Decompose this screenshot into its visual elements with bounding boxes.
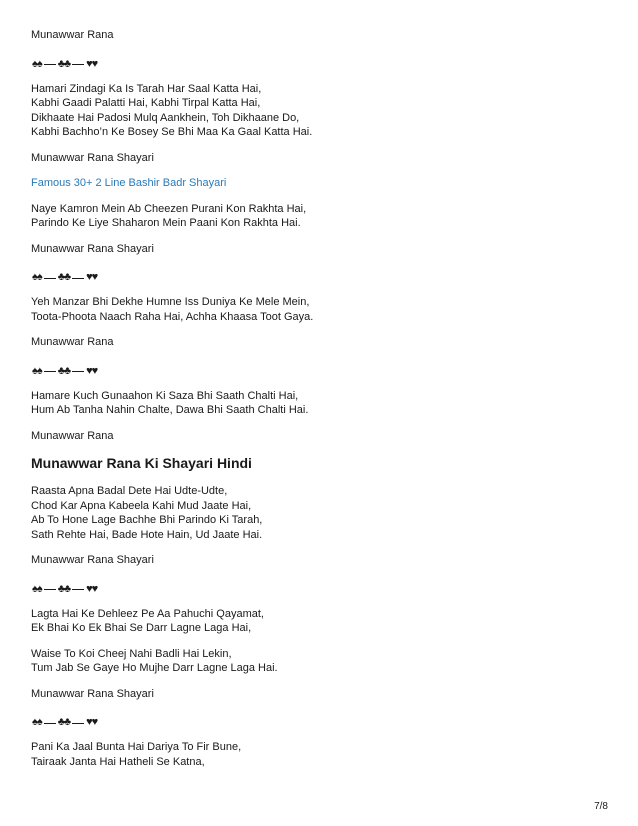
text-line: Kabhi Gaadi Palatti Hai, Kabhi Tirpal Katta Hai, [31, 97, 261, 109]
divider-rule [44, 371, 56, 372]
text-line: Munawwar Rana Shayari [31, 242, 154, 255]
text-line: Munawwar Rana [31, 336, 114, 348]
verse-stanza [31, 607, 611, 636]
text-line: Hamari Zindagi Ka Is Tarah Har Saal Katta Hai, [31, 82, 262, 95]
club-glyphs: ♣♣ [57, 271, 71, 283]
ornament-divider [31, 715, 98, 729]
caption-line [31, 151, 611, 166]
text-line: Tum Jab Se Gaye Ho Mujhe Darr Lagne Laga Hai. [31, 662, 278, 674]
text-line: Naye Kamron Mein Ab Cheezen Purani Kon Rakhta Hai, [31, 202, 307, 215]
caption-line [31, 242, 611, 257]
text-line: Hamare Kuch Gunaahon Ki Saza Bhi Saath Chalti Hai, [31, 389, 299, 402]
spade-glyphs: ♠♠ [32, 271, 42, 283]
ornament-divider [31, 364, 98, 378]
divider-rule [72, 278, 84, 279]
text-line: Dikhaate Hai Padosi Mulq Aankhein, Toh Dikhaane Do, [31, 111, 300, 124]
divider-rule [72, 723, 84, 724]
club-glyphs: ♣♣ [57, 582, 71, 595]
spade-glyphs: ♠♠ [32, 716, 42, 728]
heart-glyphs: ♥♥ [86, 716, 98, 728]
heart-glyphs: ♥♥ [86, 271, 98, 283]
text-line: Munawwar Rana Shayari [31, 687, 154, 700]
text-line: Hum Ab Tanha Nahin Chalte, Dawa Bhi Saath Chalti Hai. [31, 404, 309, 416]
text-line: Munawwar Rana Ki Shayari Hindi [31, 455, 252, 471]
heart-glyphs: ♥♥ [86, 57, 98, 70]
spade-glyphs: ♠♠ [32, 582, 42, 595]
spade-glyphs: ♠♠ [32, 57, 42, 70]
text-line: Munawwar Rana Shayari [31, 554, 154, 566]
spade-glyphs: ♠♠ [32, 364, 42, 377]
caption-line [31, 429, 611, 444]
divider-rule [44, 64, 56, 65]
ornament-divider [31, 270, 98, 284]
text-line: Parindo Ke Liye Shaharon Mein Paani Kon Rakhta Hai. [31, 217, 301, 229]
divider-rule [44, 589, 56, 590]
divider-rule [44, 278, 56, 279]
text-line: Pani Ka Jaal Bunta Hai Dariya To Fir Bune, [31, 741, 242, 753]
document-page [31, 28, 611, 780]
caption-line [31, 687, 611, 702]
club-glyphs: ♣♣ [57, 57, 71, 70]
ornament-divider [31, 57, 98, 71]
verse-stanza [31, 202, 611, 231]
text-line: Kabhi Bachho’n Ke Bosey Se Bhi Maa Ka Gaal Katta Hai. [31, 126, 313, 138]
verse-stanza [31, 389, 611, 418]
text-line: Munawwar Rana Shayari [31, 151, 154, 164]
heart-glyphs: ♥♥ [86, 582, 98, 595]
verse-stanza [31, 82, 611, 140]
text-line[interactable]: Famous 30+ 2 Line Bashir Badr Shayari [31, 177, 227, 189]
verse-stanza [31, 484, 611, 542]
text-line: Waise To Koi Cheej Nahi Badli Hai Lekin, [31, 647, 232, 660]
text-line: Yeh Manzar Bhi Dekhe Humne Iss Duniya Ke Mele Mein, [31, 296, 310, 308]
text-line: Tairaak Janta Hai Hatheli Se Katna, [31, 755, 205, 768]
text-line: Chod Kar Apna Kabeela Kahi Mud Jaate Hai, [31, 499, 252, 512]
related-article-link[interactable] [31, 176, 611, 191]
club-glyphs: ♣♣ [57, 716, 71, 728]
ornament-divider [31, 582, 98, 596]
club-glyphs: ♣♣ [57, 364, 71, 377]
verse-stanza [31, 295, 611, 324]
divider-rule [72, 371, 84, 372]
heart-glyphs: ♥♥ [86, 364, 98, 377]
divider-rule [44, 723, 56, 724]
divider-rule [72, 64, 84, 65]
divider-rule [72, 589, 84, 590]
text-line: Ab To Hone Lage Bachhe Bhi Parindo Ki Tarah, [31, 514, 263, 526]
text-line: Raasta Apna Badal Dete Hai Udte-Udte, [31, 485, 228, 497]
page-number: 7/8 [594, 801, 608, 812]
caption-line [31, 335, 611, 350]
text-line: Sath Rehte Hai, Bade Hote Hain, Ud Jaate Hai. [31, 528, 263, 541]
text-line: Munawwar Rana [31, 429, 114, 442]
verse-stanza [31, 647, 611, 676]
caption-line [31, 28, 611, 43]
text-line: Toota-Phoota Naach Raha Hai, Achha Khaasa Toot Gaya. [31, 310, 314, 323]
section-heading [31, 454, 611, 472]
text-line: Munawwar Rana [31, 29, 114, 41]
text-line: Lagta Hai Ke Dehleez Pe Aa Pahuchi Qayamat, [31, 607, 264, 620]
caption-line [31, 553, 611, 568]
verse-stanza [31, 740, 611, 769]
text-line: Ek Bhai Ko Ek Bhai Se Darr Lagne Laga Hai, [31, 622, 252, 634]
